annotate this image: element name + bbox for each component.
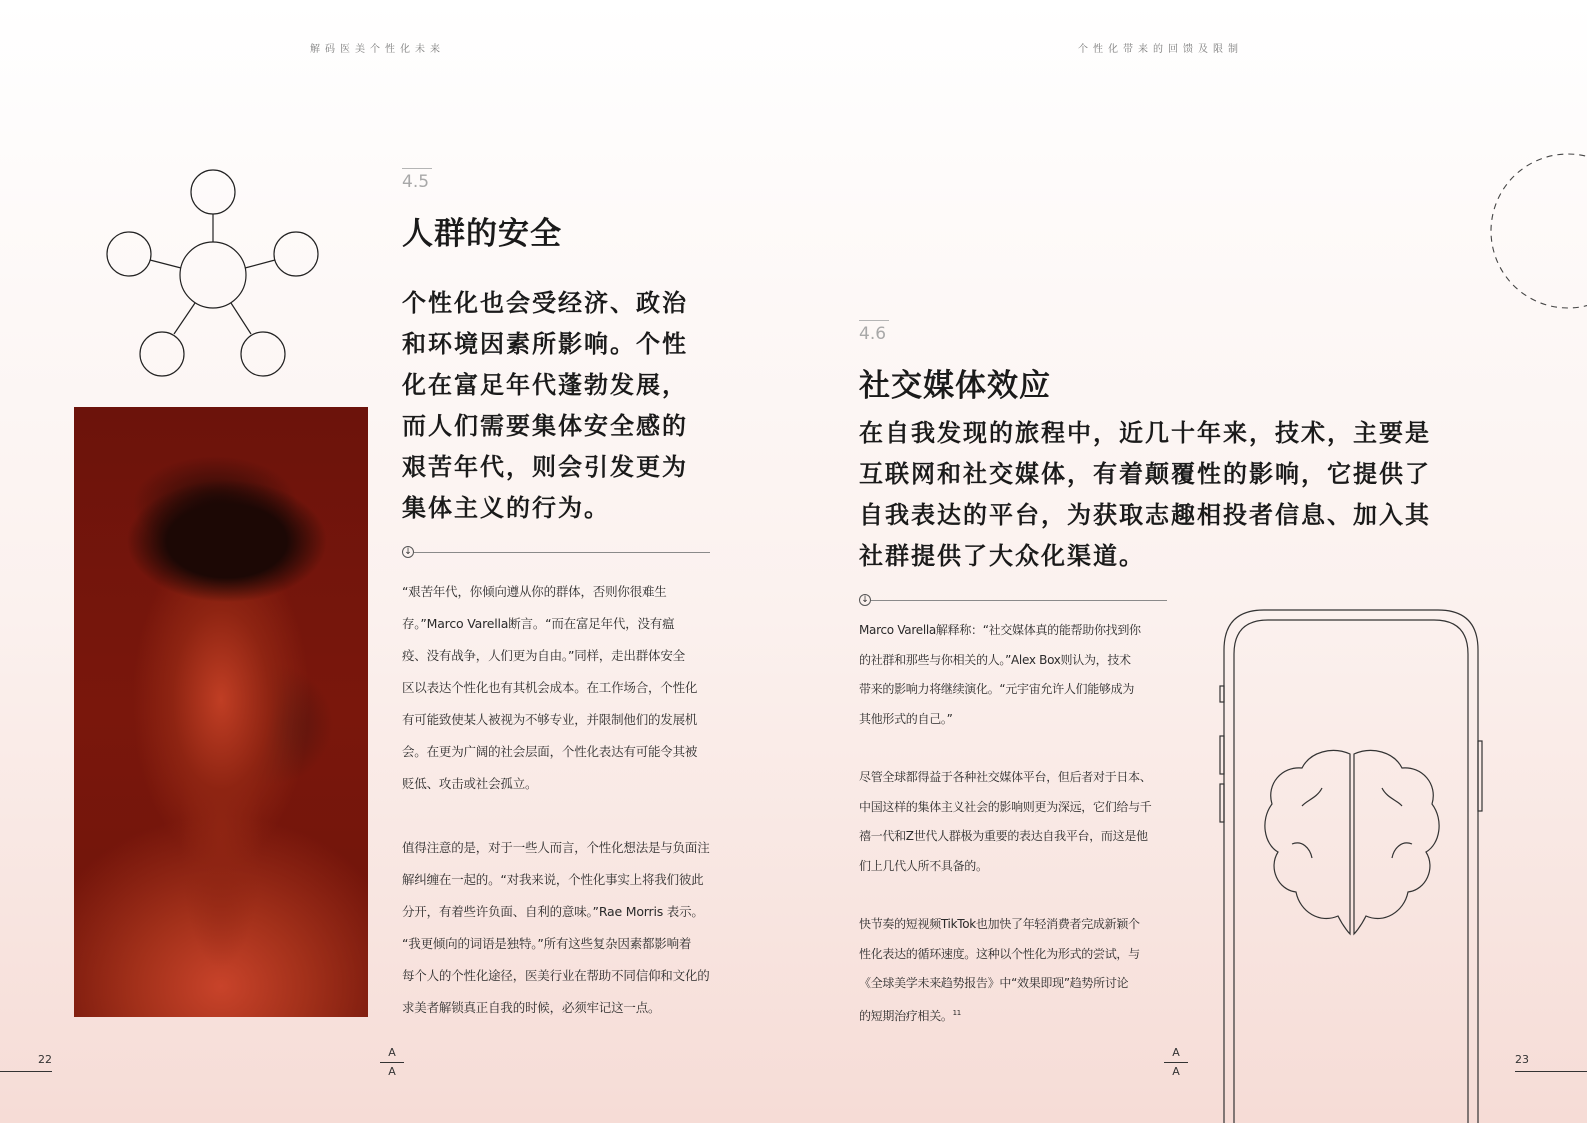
body-line: 中国这样的集体主义社会的影响则更为深远，它们给与千 [859, 799, 1152, 814]
body-line: 分开，有着些许负面、自利的意味。”Rae Morris 表示。 [402, 904, 704, 919]
footer-mark-top: A [1172, 1046, 1180, 1059]
body-line: 带来的影响力将继续演化。“元宇宙允许人们能够成为 [859, 682, 1135, 696]
running-header-left: 解码医美个性化未来 [310, 44, 445, 55]
portrait-photo [74, 407, 368, 1017]
body-line: 有可能致使某人被视为不够专业，并限制他们的发展机 [402, 712, 698, 727]
footer-mark-bottom: A [1172, 1065, 1180, 1078]
body-line: 每个人的个性化途径，医美行业在帮助不同信仰和文化的 [402, 968, 710, 983]
divider [414, 552, 710, 553]
body-line: 存。”Marco Varella断言。“而在富足年代，没有瘟 [402, 616, 675, 631]
body-line: 尽管全球都得益于各种社交媒体平台，但后者对于日本、 [859, 770, 1152, 784]
footer-mark [380, 1046, 404, 1079]
body-line: 解纠缠在一起的。“对我来说，个性化事实上将我们彼此 [402, 872, 704, 887]
body-line: 《全球美学未来趋势报告》中“效果即现”趋势所讨论 [859, 976, 1129, 990]
footer-rule [0, 1071, 52, 1072]
section-number: 4.6 [859, 320, 889, 344]
body-line: “艰苦年代，你倾向遵从你的群体，否则你很难生 [402, 584, 667, 599]
body-line: “我更倾向的词语是独特。”所有这些复杂因素都影响着 [402, 936, 692, 951]
body-text [859, 616, 1179, 1031]
lead-line: 化在富足年代蓬勃发展， [402, 371, 688, 399]
body-line: 其他形式的自己。” [859, 711, 953, 726]
body-line: 会。在更为广阔的社会层面，个性化表达有可能令其被 [402, 744, 698, 759]
arrow-down-circle-icon: ↓ [859, 594, 871, 606]
brain-icon [1262, 748, 1442, 943]
arrow-down-circle-icon: ↓ [402, 546, 414, 558]
body-line: Marco Varella解释称：“社交媒体真的能帮助你找到你 [859, 623, 1141, 637]
running-header-right: 个性化带来的回馈及限制 [1078, 44, 1243, 55]
footer-rule [1515, 1071, 1587, 1072]
body-line: 们上几代人所不具备的。 [859, 858, 988, 873]
section-title: 社交媒体效应 [859, 368, 1051, 404]
footnote-ref: 11 [952, 1008, 961, 1017]
body-line: 值得注意的是，对于一些人而言，个性化想法是与负面注 [402, 840, 710, 855]
lead-line: 在自我发现的旅程中，近几十年来，技术，主要是 [859, 419, 1431, 447]
body-line: 求美者解锁真正自我的时候，必须牢记这一点。 [402, 1000, 661, 1015]
divider [871, 600, 1167, 601]
body-line: 贬低、攻击或社会孤立。 [402, 776, 538, 791]
section-number: 4.5 [402, 168, 432, 192]
lead-line: 而人们需要集体安全感的 [402, 412, 688, 440]
body-line: 的社群和那些与你相关的人。”Alex Box则认为，技术 [859, 652, 1131, 667]
lead-paragraph [402, 283, 722, 529]
lead-line: 个性化也会受经济、政治 [402, 289, 688, 317]
lead-line: 互联网和社交媒体，有着颠覆性的影响，它提供了 [859, 460, 1431, 488]
footer-mark-bottom: A [388, 1065, 396, 1078]
page-number: 23 [1515, 1053, 1529, 1066]
body-text [402, 576, 722, 1024]
lead-line: 艰苦年代，则会引发更为 [402, 453, 688, 481]
lead-paragraph [859, 413, 1499, 577]
lead-line: 和环境因素所影响。个性 [402, 330, 688, 358]
body-line: 快节奏的短视频TikTok也加快了年轻消费者完成新颖个 [859, 917, 1140, 931]
page-number: 22 [38, 1053, 52, 1066]
body-line: 禧一代和Z世代人群极为重要的表达自我平台，而这是他 [859, 829, 1148, 843]
body-line-text: 的短期治疗相关。 [859, 1008, 953, 1023]
footer-mark [1164, 1046, 1188, 1079]
body-line: 性化表达的循环速度。这种以个性化为形式的尝试，与 [859, 946, 1140, 961]
lead-line: 集体主义的行为。 [402, 494, 610, 522]
footer-mark-top: A [388, 1046, 396, 1059]
lead-line: 社群提供了大众化渠道。 [859, 542, 1145, 570]
body-line [859, 999, 1179, 1032]
dashed-circle-icon [1480, 150, 1587, 315]
network-icon [100, 162, 328, 384]
body-line: 疫、没有战争，人们更为自由。”同样，走出群体安全 [402, 648, 685, 663]
body-line: 区以表达个性化也有其机会成本。在工作场合，个性化 [402, 680, 698, 695]
lead-line: 自我表达的平台，为获取志趣相投者信息、加入其 [859, 501, 1431, 529]
section-title: 人群的安全 [402, 216, 562, 252]
